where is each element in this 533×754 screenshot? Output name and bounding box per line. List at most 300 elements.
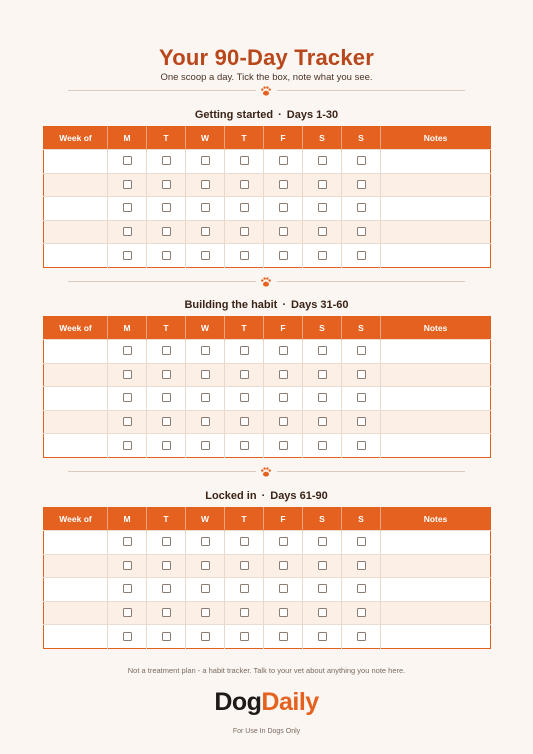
day-cell — [225, 578, 264, 602]
day-cell — [108, 197, 147, 221]
checkbox-icon[interactable] — [357, 370, 366, 379]
checkbox-icon[interactable] — [357, 251, 366, 260]
day-cell — [108, 387, 147, 411]
day-cell — [147, 244, 186, 268]
checkbox-icon[interactable] — [318, 346, 327, 355]
table-row — [44, 625, 491, 649]
column-header: W — [186, 127, 225, 150]
notes-cell[interactable] — [381, 244, 491, 268]
day-cell — [186, 434, 225, 458]
day-cell — [225, 625, 264, 649]
day-cell — [303, 197, 342, 221]
checkbox-icon[interactable] — [123, 537, 132, 546]
checkbox-icon[interactable] — [279, 608, 288, 617]
paw-icon — [260, 276, 272, 288]
checkbox-icon[interactable] — [357, 393, 366, 402]
checkbox-icon[interactable] — [240, 561, 249, 570]
day-cell — [147, 531, 186, 555]
section-title: Locked in — [205, 490, 257, 502]
column-header: M — [108, 317, 147, 340]
checkbox-icon[interactable] — [123, 417, 132, 426]
day-cell — [264, 244, 303, 268]
column-header: S — [342, 127, 381, 150]
checkbox-icon[interactable] — [123, 180, 132, 189]
section-heading: Locked in · Days 61-90 — [205, 490, 328, 502]
day-cell — [147, 363, 186, 387]
checkbox-icon[interactable] — [123, 441, 132, 450]
day-cell — [264, 625, 303, 649]
column-header: Notes — [381, 508, 491, 531]
notes-cell[interactable] — [381, 410, 491, 434]
week-of-cell[interactable] — [44, 531, 108, 555]
checkbox-icon[interactable] — [279, 251, 288, 260]
day-cell — [225, 173, 264, 197]
day-cell — [303, 410, 342, 434]
checkbox-icon[interactable] — [240, 632, 249, 641]
checkbox-icon[interactable] — [318, 370, 327, 379]
day-cell — [303, 578, 342, 602]
table-row — [44, 220, 491, 244]
day-cell — [108, 434, 147, 458]
day-cell — [186, 173, 225, 197]
day-cell — [225, 340, 264, 364]
notes-cell[interactable] — [381, 173, 491, 197]
day-cell — [108, 340, 147, 364]
day-cell — [186, 601, 225, 625]
checkbox-icon[interactable] — [318, 632, 327, 641]
checkbox-icon[interactable] — [201, 370, 210, 379]
checkbox-icon[interactable] — [318, 251, 327, 260]
day-cell — [342, 531, 381, 555]
checkbox-icon[interactable] — [162, 537, 171, 546]
section-title: Getting started — [194, 109, 274, 121]
checkbox-icon[interactable] — [201, 156, 210, 165]
day-cell — [108, 220, 147, 244]
checkbox-icon[interactable] — [240, 180, 249, 189]
week-of-cell[interactable] — [44, 197, 108, 221]
day-cell — [108, 410, 147, 434]
checkbox-icon[interactable] — [201, 393, 210, 402]
checkbox-icon[interactable] — [318, 537, 327, 546]
checkbox-icon[interactable] — [279, 346, 288, 355]
column-header: T — [225, 508, 264, 531]
day-cell — [186, 340, 225, 364]
day-cell — [264, 363, 303, 387]
checkbox-icon[interactable] — [240, 417, 249, 426]
checkbox-icon[interactable] — [123, 561, 132, 570]
checkbox-icon[interactable] — [162, 346, 171, 355]
column-header: M — [108, 127, 147, 150]
checkbox-icon[interactable] — [279, 584, 288, 593]
day-cell — [147, 410, 186, 434]
checkbox-icon[interactable] — [318, 203, 327, 212]
week-of-cell[interactable] — [44, 601, 108, 625]
day-cell — [303, 554, 342, 578]
column-header: S — [342, 508, 381, 531]
checkbox-icon[interactable] — [201, 417, 210, 426]
checkbox-icon[interactable] — [201, 180, 210, 189]
checkbox-icon[interactable] — [318, 441, 327, 450]
day-cell — [342, 197, 381, 221]
day-cell — [303, 625, 342, 649]
day-cell — [147, 197, 186, 221]
day-cell — [342, 625, 381, 649]
checkbox-icon[interactable] — [357, 346, 366, 355]
checkbox-icon[interactable] — [162, 180, 171, 189]
day-cell — [147, 150, 186, 174]
section-days: Days 1-30 — [286, 109, 339, 121]
section-heading: Building the habit · Days 31-60 — [184, 299, 349, 311]
day-cell — [225, 554, 264, 578]
week-of-cell[interactable] — [44, 434, 108, 458]
day-cell — [147, 578, 186, 602]
day-cell — [225, 363, 264, 387]
checkbox-icon[interactable] — [162, 608, 171, 617]
paw-icon — [260, 466, 272, 478]
checkbox-icon[interactable] — [123, 227, 132, 236]
table-header-row — [44, 127, 491, 150]
checkbox-icon[interactable] — [279, 227, 288, 236]
checkbox-icon[interactable] — [123, 370, 132, 379]
section-days: Days 31-60 — [291, 299, 349, 311]
day-cell — [186, 197, 225, 221]
day-cell — [342, 410, 381, 434]
table-row — [44, 387, 491, 411]
brand-logo-part-1: Dog — [214, 688, 262, 716]
day-cell — [342, 601, 381, 625]
brand-tagline: For Use In Dogs Only — [232, 728, 301, 735]
table-row — [44, 531, 491, 555]
day-cell — [108, 363, 147, 387]
day-cell — [186, 363, 225, 387]
notes-cell[interactable] — [381, 578, 491, 602]
column-header: Notes — [381, 127, 491, 150]
day-cell — [108, 578, 147, 602]
notes-cell[interactable] — [381, 625, 491, 649]
day-cell — [225, 244, 264, 268]
table-row — [44, 363, 491, 387]
week-of-cell[interactable] — [44, 173, 108, 197]
day-cell — [225, 601, 264, 625]
divider-line — [277, 281, 465, 282]
checkbox-icon[interactable] — [162, 441, 171, 450]
checkbox-icon[interactable] — [201, 441, 210, 450]
notes-cell[interactable] — [381, 363, 491, 387]
column-header: S — [303, 508, 342, 531]
column-header: T — [147, 508, 186, 531]
day-cell — [342, 387, 381, 411]
day-cell — [342, 363, 381, 387]
checkbox-icon[interactable] — [357, 417, 366, 426]
checkbox-icon[interactable] — [357, 584, 366, 593]
checkbox-icon[interactable] — [357, 537, 366, 546]
week-of-cell[interactable] — [44, 554, 108, 578]
day-cell — [225, 410, 264, 434]
section-heading: Getting started · Days 1-30 — [194, 109, 339, 121]
week-of-cell[interactable] — [44, 244, 108, 268]
checkbox-icon[interactable] — [162, 632, 171, 641]
week-of-cell[interactable] — [44, 410, 108, 434]
day-cell — [264, 601, 303, 625]
notes-cell[interactable] — [381, 197, 491, 221]
day-cell — [303, 220, 342, 244]
column-header: S — [303, 317, 342, 340]
day-cell — [147, 387, 186, 411]
disclaimer-text: Not a treatment plan - a habit tracker. Talk to your vet about anything you note here. — [127, 666, 406, 675]
day-cell — [264, 220, 303, 244]
day-cell — [342, 220, 381, 244]
checkbox-icon[interactable] — [201, 537, 210, 546]
day-cell — [186, 410, 225, 434]
checkbox-icon[interactable] — [201, 346, 210, 355]
day-cell — [342, 173, 381, 197]
checkbox-icon[interactable] — [318, 156, 327, 165]
checkbox-icon[interactable] — [279, 441, 288, 450]
day-cell — [264, 340, 303, 364]
table-row — [44, 434, 491, 458]
notes-cell[interactable] — [381, 434, 491, 458]
notes-cell[interactable] — [381, 554, 491, 578]
week-of-cell[interactable] — [44, 578, 108, 602]
day-cell — [264, 197, 303, 221]
checkbox-icon[interactable] — [318, 608, 327, 617]
day-cell — [342, 150, 381, 174]
checkbox-icon[interactable] — [279, 370, 288, 379]
day-cell — [303, 387, 342, 411]
column-header: W — [186, 508, 225, 531]
checkbox-icon[interactable] — [201, 227, 210, 236]
column-header: T — [147, 317, 186, 340]
checkbox-icon[interactable] — [123, 346, 132, 355]
day-cell — [108, 244, 147, 268]
week-of-cell[interactable] — [44, 363, 108, 387]
week-of-cell[interactable] — [44, 340, 108, 364]
day-cell — [303, 340, 342, 364]
checkbox-icon[interactable] — [279, 180, 288, 189]
table-header-row — [44, 317, 491, 340]
checkbox-icon[interactable] — [240, 537, 249, 546]
notes-cell[interactable] — [381, 220, 491, 244]
table-row — [44, 601, 491, 625]
checkbox-icon[interactable] — [318, 417, 327, 426]
checkbox-icon[interactable] — [240, 393, 249, 402]
tracker-table-3 — [43, 507, 491, 649]
notes-cell[interactable] — [381, 531, 491, 555]
week-of-cell[interactable] — [44, 387, 108, 411]
column-header: Week of — [44, 508, 108, 531]
checkbox-icon[interactable] — [357, 632, 366, 641]
paw-icon — [260, 85, 272, 97]
table-row — [44, 578, 491, 602]
day-cell — [186, 625, 225, 649]
checkbox-icon[interactable] — [240, 608, 249, 617]
checkbox-icon[interactable] — [162, 561, 171, 570]
checkbox-icon[interactable] — [240, 584, 249, 593]
checkbox-icon[interactable] — [162, 370, 171, 379]
checkbox-icon[interactable] — [357, 180, 366, 189]
table-row — [44, 410, 491, 434]
checkbox-icon[interactable] — [162, 417, 171, 426]
notes-cell[interactable] — [381, 387, 491, 411]
checkbox-icon[interactable] — [240, 203, 249, 212]
day-cell — [264, 578, 303, 602]
day-cell — [303, 150, 342, 174]
table-row — [44, 197, 491, 221]
day-cell — [303, 173, 342, 197]
notes-cell[interactable] — [381, 601, 491, 625]
week-of-cell[interactable] — [44, 150, 108, 174]
brand-logo-part-2: Daily — [261, 688, 319, 716]
checkbox-icon[interactable] — [123, 584, 132, 593]
checkbox-icon[interactable] — [357, 203, 366, 212]
day-cell — [225, 434, 264, 458]
checkbox-icon[interactable] — [240, 370, 249, 379]
checkbox-icon[interactable] — [123, 251, 132, 260]
table-row — [44, 340, 491, 364]
checkbox-icon[interactable] — [201, 203, 210, 212]
column-header: Week of — [44, 317, 108, 340]
divider-line — [68, 281, 256, 282]
checkbox-icon[interactable] — [357, 227, 366, 236]
checkbox-icon[interactable] — [318, 584, 327, 593]
checkbox-icon[interactable] — [279, 561, 288, 570]
day-cell — [342, 554, 381, 578]
day-cell — [264, 531, 303, 555]
day-cell — [186, 554, 225, 578]
checkbox-icon[interactable] — [201, 561, 210, 570]
day-cell — [303, 363, 342, 387]
checkbox-icon[interactable] — [357, 156, 366, 165]
checkbox-icon[interactable] — [123, 608, 132, 617]
section-divider — [68, 466, 465, 478]
section-divider — [68, 276, 465, 288]
checkbox-icon[interactable] — [123, 156, 132, 165]
table-row — [44, 173, 491, 197]
column-header: S — [303, 127, 342, 150]
checkbox-icon[interactable] — [123, 203, 132, 212]
day-cell — [147, 220, 186, 244]
day-cell — [108, 531, 147, 555]
column-header: W — [186, 317, 225, 340]
checkbox-icon[interactable] — [279, 417, 288, 426]
checkbox-icon[interactable] — [162, 156, 171, 165]
day-cell — [303, 244, 342, 268]
checkbox-icon[interactable] — [279, 203, 288, 212]
checkbox-icon[interactable] — [240, 346, 249, 355]
checkbox-icon[interactable] — [240, 441, 249, 450]
table-header-row — [44, 508, 491, 531]
day-cell — [186, 150, 225, 174]
brand-logo — [0, 688, 533, 717]
checkbox-icon[interactable] — [318, 180, 327, 189]
day-cell — [147, 434, 186, 458]
day-cell — [342, 434, 381, 458]
column-header: S — [342, 317, 381, 340]
week-of-cell[interactable] — [44, 625, 108, 649]
checkbox-icon[interactable] — [123, 393, 132, 402]
table-row — [44, 244, 491, 268]
checkbox-icon[interactable] — [279, 632, 288, 641]
week-of-cell[interactable] — [44, 220, 108, 244]
column-header: T — [147, 127, 186, 150]
day-cell — [303, 434, 342, 458]
day-cell — [264, 434, 303, 458]
day-cell — [342, 340, 381, 364]
checkbox-icon[interactable] — [318, 561, 327, 570]
checkbox-icon[interactable] — [357, 608, 366, 617]
day-cell — [303, 601, 342, 625]
day-cell — [264, 150, 303, 174]
notes-cell[interactable] — [381, 340, 491, 364]
day-cell — [186, 244, 225, 268]
page-subtitle: One scoop a day. Tick the box, note what you see. — [160, 72, 373, 83]
day-cell — [264, 173, 303, 197]
column-header: Week of — [44, 127, 108, 150]
day-cell — [108, 625, 147, 649]
checkbox-icon[interactable] — [162, 203, 171, 212]
checkbox-icon[interactable] — [318, 227, 327, 236]
column-header: Notes — [381, 317, 491, 340]
checkbox-icon[interactable] — [201, 608, 210, 617]
checkbox-icon[interactable] — [357, 561, 366, 570]
day-cell — [147, 601, 186, 625]
day-cell — [147, 173, 186, 197]
checkbox-icon[interactable] — [240, 251, 249, 260]
checkbox-icon[interactable] — [123, 632, 132, 641]
day-cell — [264, 554, 303, 578]
day-cell — [108, 150, 147, 174]
day-cell — [225, 197, 264, 221]
checkbox-icon[interactable] — [162, 393, 171, 402]
day-cell — [147, 625, 186, 649]
checkbox-icon[interactable] — [357, 441, 366, 450]
divider-line — [277, 471, 465, 472]
day-cell — [225, 220, 264, 244]
column-header: T — [225, 317, 264, 340]
checkbox-icon[interactable] — [279, 393, 288, 402]
column-header: M — [108, 508, 147, 531]
column-header: F — [264, 317, 303, 340]
checkbox-icon[interactable] — [201, 251, 210, 260]
notes-cell[interactable] — [381, 150, 491, 174]
day-cell — [342, 244, 381, 268]
day-cell — [264, 410, 303, 434]
checkbox-icon[interactable] — [279, 156, 288, 165]
checkbox-icon[interactable] — [279, 537, 288, 546]
day-cell — [186, 531, 225, 555]
section-days: Days 61-90 — [270, 490, 328, 502]
table-row — [44, 150, 491, 174]
day-cell — [342, 578, 381, 602]
checkbox-icon[interactable] — [240, 227, 249, 236]
day-cell — [147, 340, 186, 364]
checkbox-icon[interactable] — [318, 393, 327, 402]
checkbox-icon[interactable] — [201, 584, 210, 593]
column-header: F — [264, 127, 303, 150]
checkbox-icon[interactable] — [162, 227, 171, 236]
checkbox-icon[interactable] — [162, 584, 171, 593]
checkbox-icon[interactable] — [162, 251, 171, 260]
day-cell — [303, 531, 342, 555]
divider-line — [68, 471, 256, 472]
day-cell — [108, 173, 147, 197]
day-cell — [108, 601, 147, 625]
section-divider — [68, 85, 465, 97]
page-title: Your 90-Day Tracker — [159, 45, 374, 70]
divider-line — [277, 90, 465, 91]
checkbox-icon[interactable] — [240, 156, 249, 165]
checkbox-icon[interactable] — [201, 632, 210, 641]
